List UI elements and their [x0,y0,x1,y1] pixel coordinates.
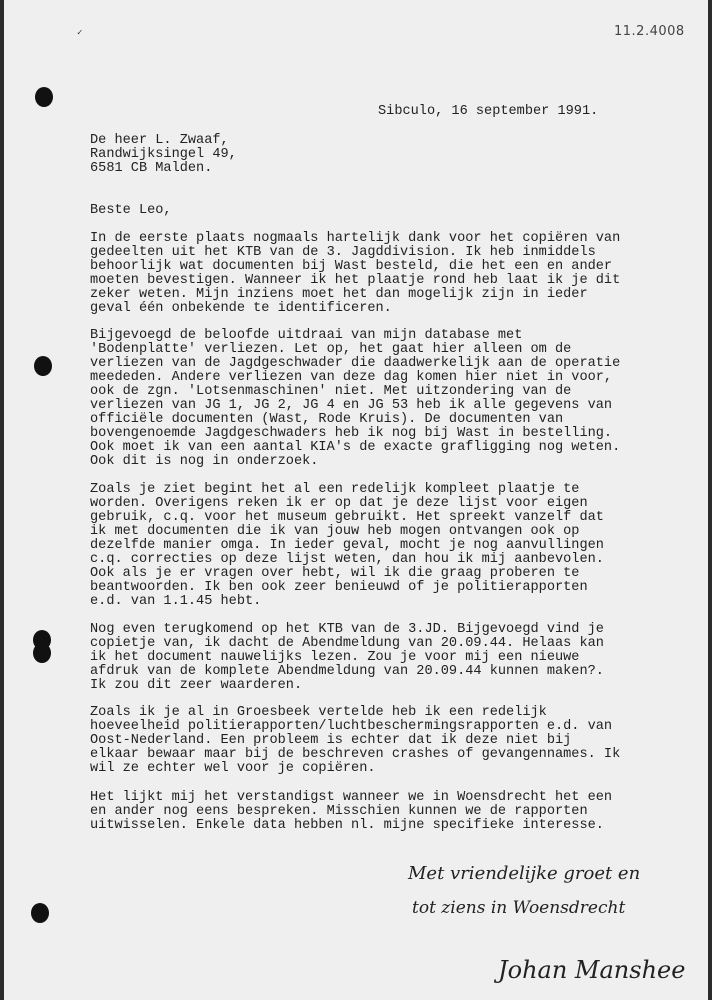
address-line: De heer L. Zwaaf, [90,133,229,148]
paragraph-1-line: geval één onbekende te identificeren. [90,301,392,316]
address-line: 6581 CB Malden. [90,161,213,176]
handwritten-signature: Johan Manshee [498,956,686,984]
date-line: Sibculo, 16 september 1991. [378,104,599,119]
paragraph-3-line: beantwoorden. Ik ben ook zeer benieuwd of je politierapporten [90,580,588,595]
paragraph-6-line: en ander nog eens bespreken. Misschien kunnen we de rapporten [90,804,588,819]
paragraph-1-line: behoorlijk wat documenten bij Wast besteld, die het een en ander [90,259,613,274]
paragraph-2-line: verliezen van de Jagdgeschwader die daadwerkelijk aan de operatie [90,356,621,371]
handwritten-closing-line: Met vriendelijke groet en [408,863,641,884]
paragraph-2-line: Ook moet ik van een aantal KIA's de exacte grafligging nog weten. [90,440,621,455]
punch-hole [35,87,53,107]
paragraph-2-line: officiële documenten (Wast, Rode Kruis). De documenten van [90,412,564,427]
punch-hole [31,903,49,923]
paragraph-5-line: elkaar bewaar maar bij de beschreven crashes of gevangennames. Ik [90,747,621,762]
paragraph-2-line: 'Bodenplatte' verliezen. Let op, het gaat hier alleen om de [90,342,572,357]
paragraph-1-line: gedeelten uit het KTB van de 3. Jagddivision. Ik heb inmiddels [90,245,596,260]
punch-hole [34,356,52,376]
paragraph-3-line: dezelfde manier omga. In ieder geval, mocht je nog aanvullingen [90,538,604,553]
paragraph-5-line: hoeveelheid politierapporten/luchtbeschermingsrapporten e.d. van [90,719,613,734]
paragraph-3-line: c.q. correcties op deze lijst weten, dan hou ik mij aanbevolen. [90,552,604,567]
paragraph-2-line: ook de zgn. 'Lotsenmaschinen' niet. Met uitzondering van de [90,384,572,399]
paragraph-2-line: Bijgevoegd de beloofde uitdraai van mijn database met [90,328,523,343]
archive-number: 11.2.4008 [614,24,685,39]
paragraph-6-line: Het lijkt mij het verstandigst wanneer we in Woensdrecht het een [90,790,613,805]
paragraph-2-line: Ook dit is nog in onderzoek. [90,454,319,469]
letter-page [4,0,708,1000]
paragraph-3-line: ik met documenten die ik van jouw heb mogen ontvangen ook op [90,524,580,539]
paragraph-2-line: verliezen van JG 1, JG 2, JG 4 en JG 53 heb ik alle gegevens van [90,398,613,413]
tick-mark: ✓ [77,28,83,38]
paragraph-6-line: uitwisselen. Enkele data hebben nl. mijne specifieke interesse. [90,818,604,833]
paragraph-3-line: Zoals je ziet begint het al een redelijk kompleet plaatje te [90,482,580,497]
paragraph-5-line: Oost-Nederland. Een probleem is echter dat ik deze niet bij [90,733,572,748]
paragraph-4-line: Ik zou dit zeer waarderen. [90,678,303,693]
punch-hole [33,643,51,663]
address-line: Randwijksingel 49, [90,147,237,162]
paragraph-4-line: afdruk van de komplete Abendmeldung van 20.09.44 kunnen maken?. [90,664,604,679]
paragraph-3-line: gebruik, c.q. voor het museum gebruikt. Het spreekt vanzelf dat [90,510,604,525]
salutation: Beste Leo, [90,203,172,218]
paragraph-5-line: Zoals ik je al in Groesbeek vertelde heb ik een redelijk [90,705,547,720]
paragraph-3-line: Ook als je er vragen over hebt, wil ik die graag proberen te [90,566,580,581]
paragraph-5-line: wil ze echter wel voor je copiëren. [90,761,376,776]
paragraph-1-line: In de eerste plaats nogmaals hartelijk dank voor het copiëren van [90,231,621,246]
handwritten-closing-line: tot ziens in Woensdrecht [412,898,626,918]
paragraph-1-line: zeker weten. Mijn inziens moet het dan mogelijk zijn in ieder [90,287,588,302]
paragraph-3-line: e.d. van 1.1.45 hebt. [90,594,262,609]
paragraph-4-line: ik het document nauwelijks lezen. Zou je voor mij een nieuwe [90,650,580,665]
paragraph-3-line: worden. Overigens reken ik er op dat je deze lijst voor eigen [90,496,588,511]
paragraph-4-line: copietje van, ik dacht de Abendmeldung van 20.09.44. Helaas kan [90,636,604,651]
paragraph-2-line: bovengenoemde Jagdgeschwaders heb ik nog bij Wast in bestelling. [90,426,613,441]
paragraph-4-line: Nog even terugkomend op het KTB van de 3.JD. Bijgevoegd vind je [90,622,604,637]
paragraph-1-line: moeten bevestigen. Wanneer ik het plaatje rond heb laat ik je dit [90,273,621,288]
paragraph-2-line: meededen. Andere verliezen van deze dag komen hier niet in voor, [90,370,613,385]
